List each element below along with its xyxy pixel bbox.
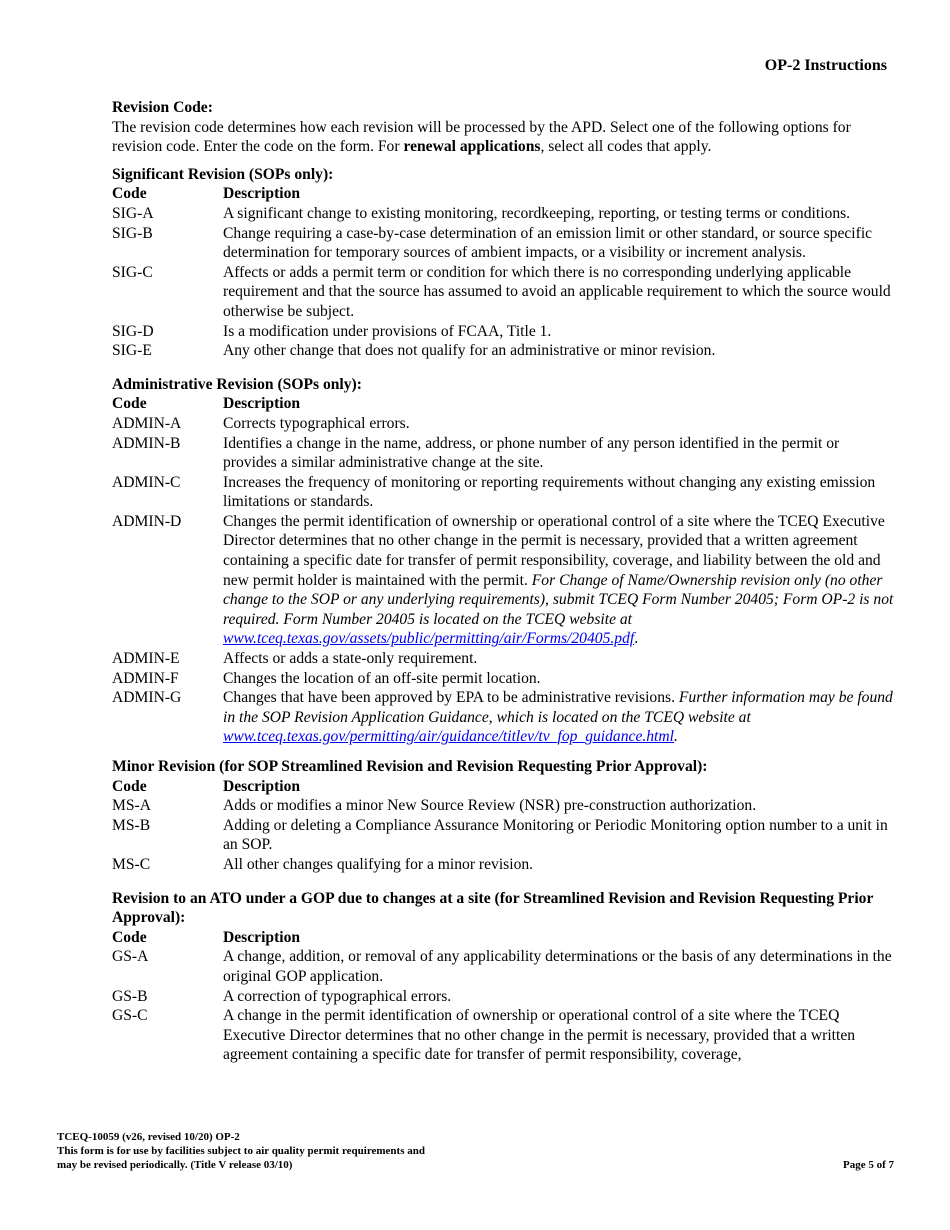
section-heading: Revision to an ATO under a GOP due to changes at a site (for Streamlined Revision and Revision Requesting Prior Approval): [112,889,874,927]
code-cell: ADMIN-G [112,689,182,707]
code-row [112,263,896,322]
code-row [112,669,896,689]
desc-cell: Affects or adds a state-only requirement. [223,650,478,668]
code-row [112,796,896,816]
desc-cell: Identifies a change in the name, address, or phone number of any person identified in the permit or provides a similar administrative change at the site. [223,434,840,472]
code-cell: ADMIN-F [112,669,179,687]
desc-italic-note: For Change of Name/Ownership revision only (no other change to the SOP or any underlying requirements), submit TCEQ Form Number 20405; Form OP-2 is not required. Form Number 20405 is located on the TCEQ website at [223,571,894,628]
section-heading: Significant Revision (SOPs only): [112,165,334,183]
code-cell: SIG-C [112,263,153,281]
code-cell: ADMIN-C [112,473,181,491]
code-cell: ADMIN-A [112,414,182,432]
desc-cell: A change in the permit identification of ownership or operational control of a site where the TCEQ Executive Director determines that no other change in the permit is necessary, provided that a written agreement containing a specific date for transfer of permit responsibility, coverage, [223,1007,856,1064]
code-cell: SIG-B [112,224,153,242]
desc-cell: Is a modification under provisions of FCAA, Title 1. [223,322,552,340]
desc-cell: Adding or deleting a Compliance Assurance Monitoring or Periodic Monitoring option number to a unit in an SOP. [223,816,888,854]
col-code: Code [112,395,147,413]
gop-section [112,889,896,1065]
col-description: Description [223,928,301,946]
code-cell: MS-A [112,797,151,815]
code-row [112,434,896,473]
column-header-row [112,394,896,414]
desc-cell: Changes the location of an off-site permit location. [223,669,541,687]
page-header-title: OP-2 Instructions [764,57,887,74]
code-cell: GS-A [112,948,149,966]
column-header-row [112,184,896,204]
code-cell: GS-C [112,1007,148,1025]
code-row [112,204,896,224]
code-cell: MS-B [112,816,151,834]
desc-cell [223,512,896,649]
revision-code-heading: Revision Code: [112,99,213,116]
desc-cell: A significant change to existing monitoring, recordkeeping, reporting, or testing terms or conditions. [223,204,851,222]
desc-cell: Increases the frequency of monitoring or reporting requirements without changing any existing emission limitations or standards. [223,473,876,511]
desc-cell: All other changes qualifying for a minor revision. [223,855,534,873]
page-number: Page 5 of 7 [842,1159,894,1171]
code-row [112,473,896,512]
footer-revision-note: may be revised periodically. (Title V release 03/10) [57,1158,293,1171]
code-row [112,688,896,747]
intro-paragraph [112,118,896,157]
code-row [112,414,896,434]
code-cell: ADMIN-D [112,512,182,530]
section-heading: Minor Revision (for SOP Streamlined Revision and Revision Requesting Prior Approval): [112,758,708,775]
col-description: Description [223,185,301,203]
desc-cell: Change requiring a case-by-case determination of an emission limit or other standard, or source specific determination for temporary sources of ambient impacts, or a visibility or increment analysis. [223,224,873,262]
code-cell: GS-B [112,987,148,1005]
administrative-section [112,375,896,747]
column-header-row [112,928,896,948]
code-row [112,224,896,263]
code-row [112,987,896,1007]
col-code: Code [112,928,147,946]
desc-cell: Corrects typographical errors. [223,414,410,432]
col-code: Code [112,185,147,203]
code-row [112,1006,896,1065]
desc-cell [223,688,896,747]
code-row [112,855,896,875]
code-cell: ADMIN-B [112,434,181,452]
code-row [112,322,896,342]
code-cell: ADMIN-E [112,650,180,668]
col-code: Code [112,777,147,795]
footer-usage-note: This form is for use by facilities subject to air quality permit requirements and [57,1144,425,1157]
code-row [112,649,896,669]
desc-tail: . [634,630,639,648]
col-description: Description [223,777,301,795]
footer-form-number: TCEQ-10059 (v26, revised 10/20) OP-2 [57,1131,240,1143]
intro-bold: renewal applications [403,138,541,156]
code-row [112,512,896,649]
code-cell: SIG-A [112,204,154,222]
significant-section [112,165,896,361]
col-description: Description [223,395,301,413]
desc-cell: Affects or adds a permit term or condition for which there is no corresponding underlying applicable requirement and that the source has assumed to avoid an applicable requirement to which the source would otherwise be subject. [223,263,891,320]
code-row [112,341,896,361]
form-20405-link[interactable]: www.tceq.texas.gov/assets/public/permitting/air/Forms/20405.pdf [223,630,635,648]
code-cell: SIG-D [112,322,154,340]
intro-text-end: , select all codes that apply. [540,138,712,156]
code-cell: SIG-E [112,342,152,360]
desc-cell: Any other change that does not qualify for an administrative or minor revision. [223,342,716,360]
code-row [112,816,896,855]
desc-tail: . [674,728,678,746]
minor-section [112,757,896,875]
document-body [112,98,896,1065]
code-row [112,947,896,986]
section-heading: Administrative Revision (SOPs only): [112,375,362,393]
desc-text: Changes the permit identification of ownership or operational control of a site where the TCEQ Executive Director determines that no other change in the permit is necessary, provided that a written agreement containing a specific date for transfer of permit responsibility, coverage, and liability between the old and new permit holder is maintained with the permit. [223,512,885,589]
desc-cell: Adds or modifies a minor New Source Review (NSR) pre-construction authorization. [223,797,757,815]
desc-cell: A change, addition, or removal of any applicability determinations or the basis of any determinations in the original GOP application. [223,948,892,985]
code-cell: MS-C [112,855,151,873]
desc-text: Changes that have been approved by EPA to be administrative revisions. [223,689,679,707]
intro-text: The revision code determines how each revision will be processed by the APD. Select one of the following options for revision code. Enter the code on the form. For [112,118,851,156]
footer-form-info [57,1131,425,1172]
sop-guidance-link[interactable]: www.tceq.texas.gov/permitting/air/guidance/titlev/tv_fop_guidance.html [223,728,674,746]
column-header-row [112,777,896,797]
desc-italic-note: Further information may be found in the SOP Revision Application Guidance, which is located on the TCEQ website at [223,689,893,726]
desc-cell: A correction of typographical errors. [223,987,452,1005]
